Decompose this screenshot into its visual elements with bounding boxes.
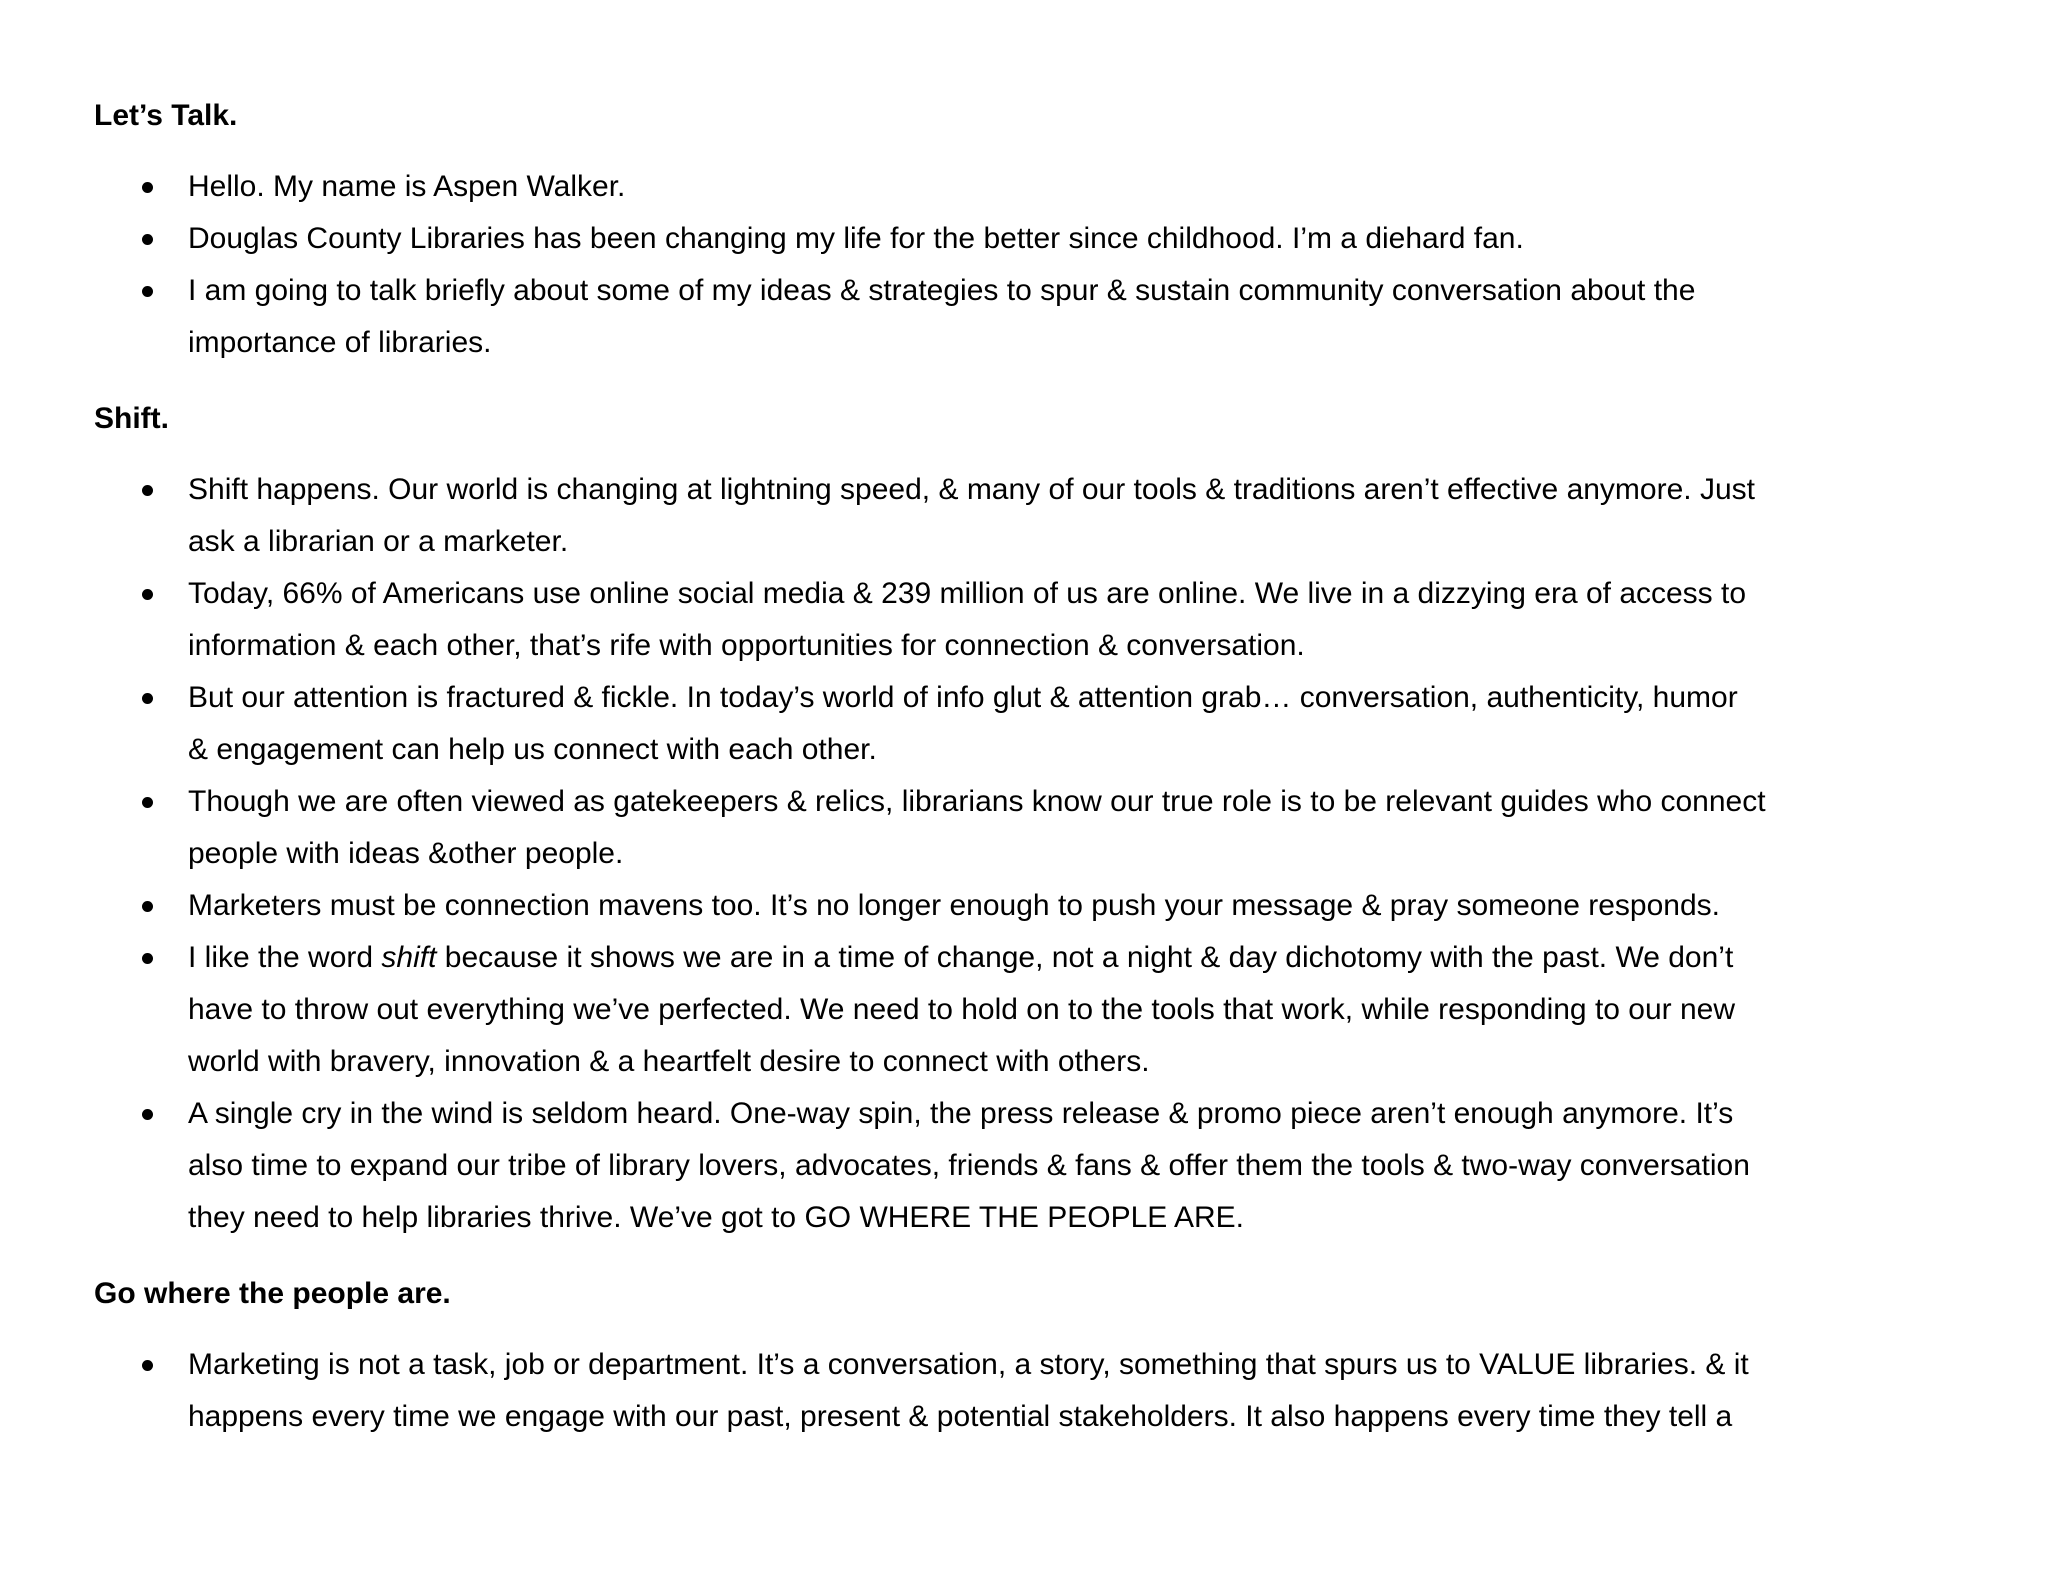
list-item-text: Shift happens. Our world is changing at lightning speed, & many of our tools & traditions aren’t effective anymore. Just — [188, 473, 1755, 506]
bullet-icon — [142, 589, 153, 600]
list-item-text: people with ideas &other people. — [188, 837, 624, 870]
list-item-text: world with bravery, innovation & a heartfelt desire to connect with others. — [188, 1045, 1150, 1078]
list-item — [94, 464, 1974, 568]
list-item — [94, 880, 1974, 932]
list-item-text: have to throw out everything we’ve perfected. We need to hold on to the tools that work, while responding to our new — [188, 993, 1736, 1026]
bullet-icon — [142, 485, 153, 496]
list-item-text: Though we are often viewed as gatekeepers & relics, librarians know our true role is to be relevant guides who connect — [188, 785, 1766, 818]
section-heading-go-where-the-people-are: Go where the people are. — [94, 1277, 451, 1310]
bullet-icon — [142, 797, 153, 808]
list-item-text: they need to help libraries thrive. We’ve got to GO WHERE THE PEOPLE ARE. — [188, 1201, 1245, 1234]
list-item-text: & engagement can help us connect with each other. — [188, 733, 877, 766]
bullet-icon — [142, 1109, 153, 1120]
italic-word: shift — [381, 941, 437, 974]
list-item — [94, 213, 1974, 265]
section-heading-lets-talk: Let’s Talk. — [94, 99, 238, 132]
bullet-icon — [142, 693, 153, 704]
list-item-text: But our attention is fractured & fickle. In today’s world of info glut & attention grab… conversation, authenticity, humor — [188, 681, 1738, 714]
bullet-icon — [142, 901, 153, 912]
list-item-text: Douglas County Libraries has been changing my life for the better since childhood. I’m a diehard fan. — [188, 222, 1524, 255]
text-run: because it shows we are in a time of change, not a night & day dichotomy with the past. We don’t — [436, 941, 1734, 974]
list-item-text: A single cry in the wind is seldom heard. One-way spin, the press release & promo piece aren’t enough anymore. It’s — [188, 1097, 1734, 1130]
list-item — [94, 776, 1974, 880]
bullet-list-lets-talk — [94, 161, 1974, 369]
list-item-text: information & each other, that’s rife with opportunities for connection & conversation. — [188, 629, 1305, 662]
list-item-text: also time to expand our tribe of library lovers, advocates, friends & fans & offer them the tools & two-way conversation — [188, 1149, 1750, 1182]
text-run: I like the word — [188, 941, 382, 974]
list-item-text: happens every time we engage with our past, present & potential stakeholders. It also happens every time they tell a — [188, 1400, 1733, 1433]
list-item — [94, 672, 1974, 776]
document-page — [94, 96, 1974, 1443]
list-item — [94, 568, 1974, 672]
section-heading-shift: Shift. — [94, 402, 169, 435]
bullet-icon — [142, 953, 153, 964]
list-item-text: importance of libraries. — [188, 326, 492, 359]
list-item — [94, 1339, 1974, 1443]
bullet-icon — [142, 234, 153, 245]
list-item — [94, 265, 1974, 369]
list-item-text: I am going to talk briefly about some of my ideas & strategies to spur & sustain community conversation about the — [188, 274, 1696, 307]
bullet-list-go-where — [94, 1339, 1974, 1443]
list-item — [94, 161, 1974, 213]
list-item-text: Marketers must be connection mavens too. It’s no longer enough to push your message & pray someone responds. — [188, 889, 1720, 922]
list-item-text: Today, 66% of Americans use online social media & 239 million of us are online. We live in a dizzying era of access to — [188, 577, 1747, 610]
bullet-icon — [142, 1360, 153, 1371]
list-item-text: ask a librarian or a marketer. — [188, 525, 569, 558]
bullet-list-shift — [94, 464, 1974, 1244]
list-item-text: Hello. My name is Aspen Walker. — [188, 170, 626, 203]
list-item-text: Marketing is not a task, job or department. It’s a conversation, a story, something that spurs us to VALUE libraries. & it — [188, 1348, 1749, 1381]
bullet-icon — [142, 286, 153, 297]
bullet-icon — [142, 182, 153, 193]
list-item — [94, 932, 1974, 1088]
list-item-text — [188, 932, 1974, 984]
list-item — [94, 1088, 1974, 1244]
